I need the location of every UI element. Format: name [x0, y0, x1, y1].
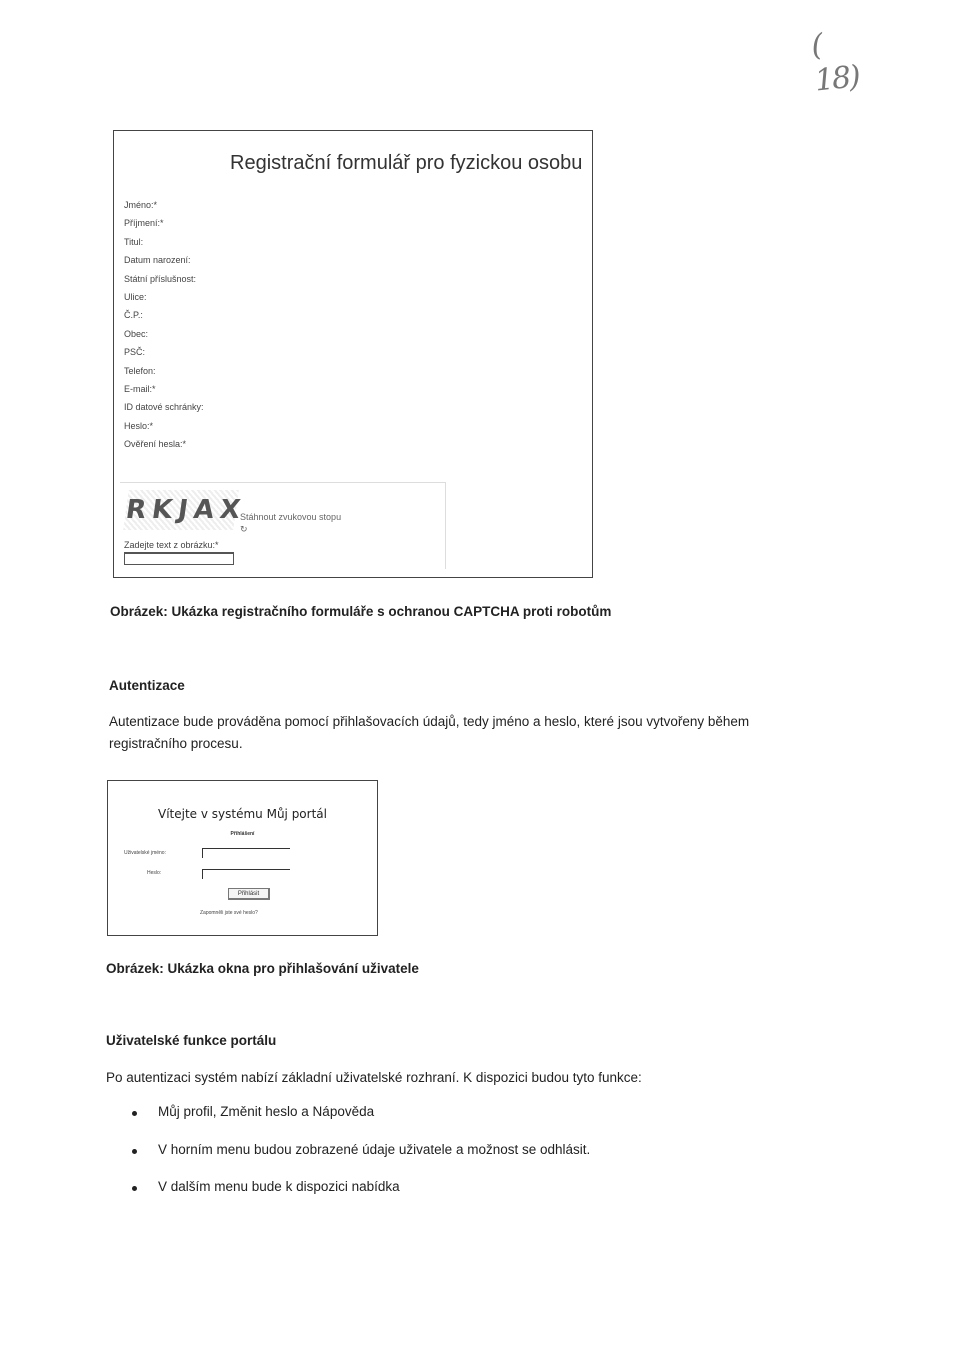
captcha-image: RKJAX — [123, 490, 239, 530]
field-label-password-confirm: Ověření hesla:* — [124, 439, 187, 450]
password-label: Heslo: — [147, 870, 162, 876]
login-window-subtitle: Přihlášení — [230, 831, 255, 837]
captcha-input[interactable] — [124, 552, 234, 565]
list-item — [158, 1104, 590, 1142]
bullet-icon — [132, 1186, 137, 1191]
field-label-phone: Telefon: — [124, 365, 156, 376]
list-item — [158, 1142, 590, 1180]
list-item-text: V dalším menu bude k dispozici nabídka — [158, 1179, 400, 1194]
field-label-first-name: Jméno:* — [124, 200, 158, 210]
registration-field-list — [124, 196, 204, 453]
bullet-icon — [132, 1149, 137, 1154]
page-number-stamp: ( 18) — [809, 27, 861, 99]
field-label-email: E-mail:* — [124, 383, 156, 394]
login-button[interactable]: Přihlásit — [228, 888, 270, 900]
field-label-house-number: Č.P.: — [124, 310, 143, 321]
field-label-birth-date: Datum narození: — [124, 255, 191, 266]
field-label-zip: PSČ: — [124, 347, 146, 358]
password-input[interactable] — [202, 869, 290, 879]
field-label-citizenship: Státní příslušnost: — [124, 273, 197, 284]
figure-caption-registration: Obrázek: Ukázka registračního formuláře s ochranou CAPTCHA proti robotům — [110, 604, 612, 619]
refresh-icon[interactable]: ↻ — [240, 524, 248, 534]
username-label: Uživatelské jméno: — [124, 850, 166, 856]
captcha-prompt: Zadejte text z obrázku:* — [124, 540, 219, 550]
list-item — [158, 1179, 590, 1217]
list-item-text: Můj profil, Změnit heslo a Nápověda — [158, 1104, 375, 1119]
login-window-title: Vítejte v systému Můj portál — [158, 807, 327, 821]
field-label-city: Obec: — [124, 328, 149, 339]
user-functions-list — [158, 1104, 590, 1217]
authentication-paragraph: Autentizace bude prováděna pomocí přihlašovacích údajů, tedy jméno a heslo, které jsou vytvořeny během registračního procesu. — [109, 714, 750, 751]
username-input[interactable] — [202, 848, 290, 858]
field-label-title: Titul: — [124, 236, 144, 247]
field-label-last-name: Příjmení:* — [124, 218, 164, 229]
download-audio-link[interactable]: Stáhnout zvukovou stopu — [240, 512, 342, 522]
field-label-street: Ulice: — [124, 291, 147, 302]
section-heading-authentication: Autentizace — [109, 678, 185, 693]
registration-form-title: Registrační formulář pro fyzickou osobu — [230, 152, 583, 174]
figure-caption-login: Obrázek: Ukázka okna pro přihlašování uživatele — [106, 961, 419, 976]
section-heading-user-functions: Uživatelské funkce portálu — [106, 1033, 277, 1048]
field-label-password: Heslo:* — [124, 420, 154, 431]
forgot-password-link[interactable]: Zapomněli jste své heslo? — [200, 910, 258, 916]
field-label-data-box-id: ID datové schránky: — [124, 402, 204, 413]
user-functions-intro: Po autentizaci systém nabízí základní uživatelské rozhraní. K dispozici budou tyto funkce: — [106, 1070, 642, 1085]
list-item-text: V horním menu budou zobrazené údaje uživatele a možnost se odhlásit. — [158, 1141, 591, 1157]
bullet-icon — [132, 1111, 137, 1116]
